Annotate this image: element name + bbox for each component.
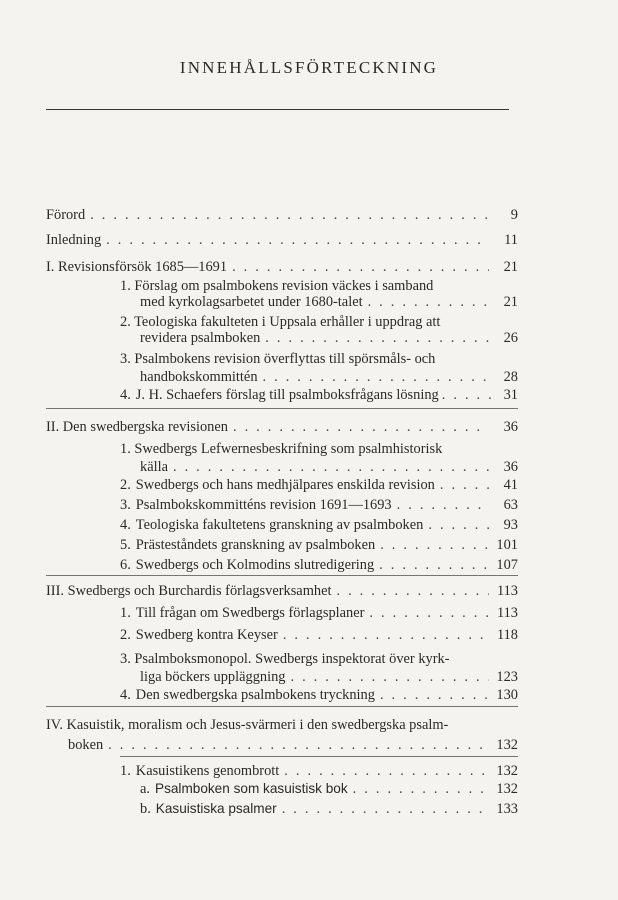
toc-chapter-4-cont [68,736,518,754]
toc-sub-entry [120,440,442,458]
section-divider [46,706,518,707]
leader-dots [90,206,489,224]
leader-dots [368,293,489,311]
toc-sub-entry [120,762,518,780]
page-number: 132 [496,737,518,753]
sub-label: Teologiska fakultetens granskning av psalmboken [135,517,424,533]
sub-label-line2: liga böckers uppläggning [140,669,286,685]
title-rule [46,109,509,110]
sub-label-line2: revidera psalmboken [140,330,261,346]
sub-number: 2. [120,627,131,643]
sub-number: 1. [120,605,131,621]
page-number: 113 [496,605,518,621]
toc-entry-inledning [46,231,518,249]
sub-label: J. H. Schaefers förslag till psalmboksfrågans lösning [135,387,439,403]
toc-entry-forord [46,206,518,224]
chapter-label: I. Revisionsförsök 1685—1691 [46,259,228,275]
page-number: 132 [496,763,518,779]
toc-chapter-3 [46,582,518,600]
toc-chapter-2 [46,418,518,436]
page-number: 28 [503,369,518,385]
sub-number: 2. [120,314,135,330]
toc-sub-entry-cont [140,668,518,686]
sub-number: 3. [120,497,131,513]
page-number: 107 [496,557,518,573]
sub-label: Kasuistikens genombrott [135,763,280,779]
sub-number: 3. [120,651,135,667]
section-divider [46,575,518,576]
sub-label: Swedberg kontra Keyser [135,627,278,643]
leader-dots [397,496,489,514]
leader-dots [353,780,489,798]
leader-dots [232,258,489,276]
toc-sub-entry [120,604,518,622]
sub-label: Psalmboken som kasuistisk bok [155,781,348,796]
sub-label-line1: Förslag om psalmbokens revision väckes i samband [134,278,434,294]
page-title: INNEHÅLLSFÖRTECKNING [179,58,439,77]
toc-sub-entry-cont [140,329,518,347]
leader-dots [108,736,489,754]
leader-dots [428,516,489,534]
page-number: 130 [496,687,518,703]
page-number: 118 [496,627,518,643]
chapter-label-line2: boken [68,737,104,753]
sub-label-line1: Psalmboksmonopol. Swedbergs inspektorat över kyrk- [134,651,450,667]
sub-number: 1. [120,441,135,457]
leader-dots [265,329,489,347]
page-number: 11 [504,232,518,248]
toc-sub-entry [120,650,450,668]
sub-letter: a. [140,781,150,797]
sub-label: Kasuistiska psalmer [155,801,277,816]
leader-dots [380,536,489,554]
sub-number: 4. [120,387,131,403]
page-number: 93 [503,517,518,533]
sub-number: 5. [120,537,131,553]
leader-dots [233,418,489,436]
sub-label: Swedbergs och hans medhjälpares enskilda revision [135,477,435,493]
leader-dots [284,762,489,780]
sub-label-line2: källa [140,459,168,475]
leader-dots [380,686,489,704]
leader-dots [440,476,489,494]
toc-sub-entry [120,350,435,368]
sub-label-line2: med kyrkolagsarbetet under 1680-talet [140,294,363,310]
page-number: 101 [496,537,518,553]
leader-dots [263,368,489,386]
toc-sub-entry [120,686,518,704]
sub-letter: b. [140,801,151,817]
sub-label: Swedbergs och Kolmodins slutredigering [135,557,375,573]
page-number: 113 [496,583,518,599]
page-number: 21 [503,294,518,310]
sub-label-line2: handbokskommittén [140,369,258,385]
sub-number: 6. [120,557,131,573]
toc-subsub-entry [140,800,518,818]
sub-label: Till frågan om Swedbergs förlagsplaner [135,605,365,621]
sub-number: 4. [120,687,131,703]
leader-dots [290,668,489,686]
page-number: 9 [510,207,518,223]
sub-number: 1. [120,278,135,294]
section-divider [120,756,518,757]
sub-label-line1: Swedbergs Lefwernesbeskrifning som psalmhistorisk [134,441,443,457]
leader-dots [442,386,491,404]
section-divider [46,408,518,409]
toc-chapter-4 [46,716,448,734]
entry-label: Inledning [46,232,102,248]
chapter-label: II. Den swedbergska revisionen [46,419,228,435]
toc-sub-entry-cont [140,368,518,386]
page-number: 132 [496,781,518,797]
page-number: 123 [496,669,518,685]
toc-subsub-entry [140,780,518,798]
page-number: 36 [503,459,518,475]
sub-number: 3. [120,351,135,367]
sub-label: Prästeståndets granskning av psalmboken [135,537,376,553]
toc-sub-entry [120,476,518,494]
page-number: 41 [503,477,518,493]
leader-dots [379,556,489,574]
toc-chapter-1 [46,258,518,276]
leader-dots [283,626,489,644]
toc-sub-entry [120,556,518,574]
leader-dots [336,582,489,600]
page-number: 63 [503,497,518,513]
chapter-label: III. Swedbergs och Burchardis förlagsverksamhet [46,583,332,599]
sub-number: 2. [120,477,131,493]
toc-sub-entry-cont [140,458,518,476]
toc-sub-entry [120,626,518,644]
leader-dots [106,231,489,249]
page-number: 133 [496,801,518,817]
sub-number: 4. [120,517,131,533]
sub-number: 1. [120,763,131,779]
page-number: 21 [503,259,518,275]
sub-label-line1: Teologiska fakulteten i Uppsala erhåller i uppdrag att [134,314,441,330]
page-number: 36 [503,419,518,435]
sub-label: Den swedbergska psalmbokens tryckning [135,687,375,703]
leader-dots [173,458,489,476]
sub-label-line1: Psalmbokens revision överflyttas till spörsmåls- och [134,351,436,367]
page-number: 26 [503,330,518,346]
leader-dots [369,604,489,622]
entry-label: Förord [46,207,86,223]
leader-dots [282,800,489,818]
chapter-label-line1: IV. Kasuistik, moralism och Jesus-svärmeri i den swedbergska psalm- [46,717,449,733]
page-number: 31 [503,387,518,403]
toc-sub-entry-cont [140,293,518,311]
toc-sub-entry [120,496,518,514]
sub-label: Psalmbokskommitténs revision 1691—1693 [135,497,392,513]
toc-sub-entry [120,536,518,554]
toc-sub-entry [120,516,518,534]
toc-sub-entry [120,386,518,404]
